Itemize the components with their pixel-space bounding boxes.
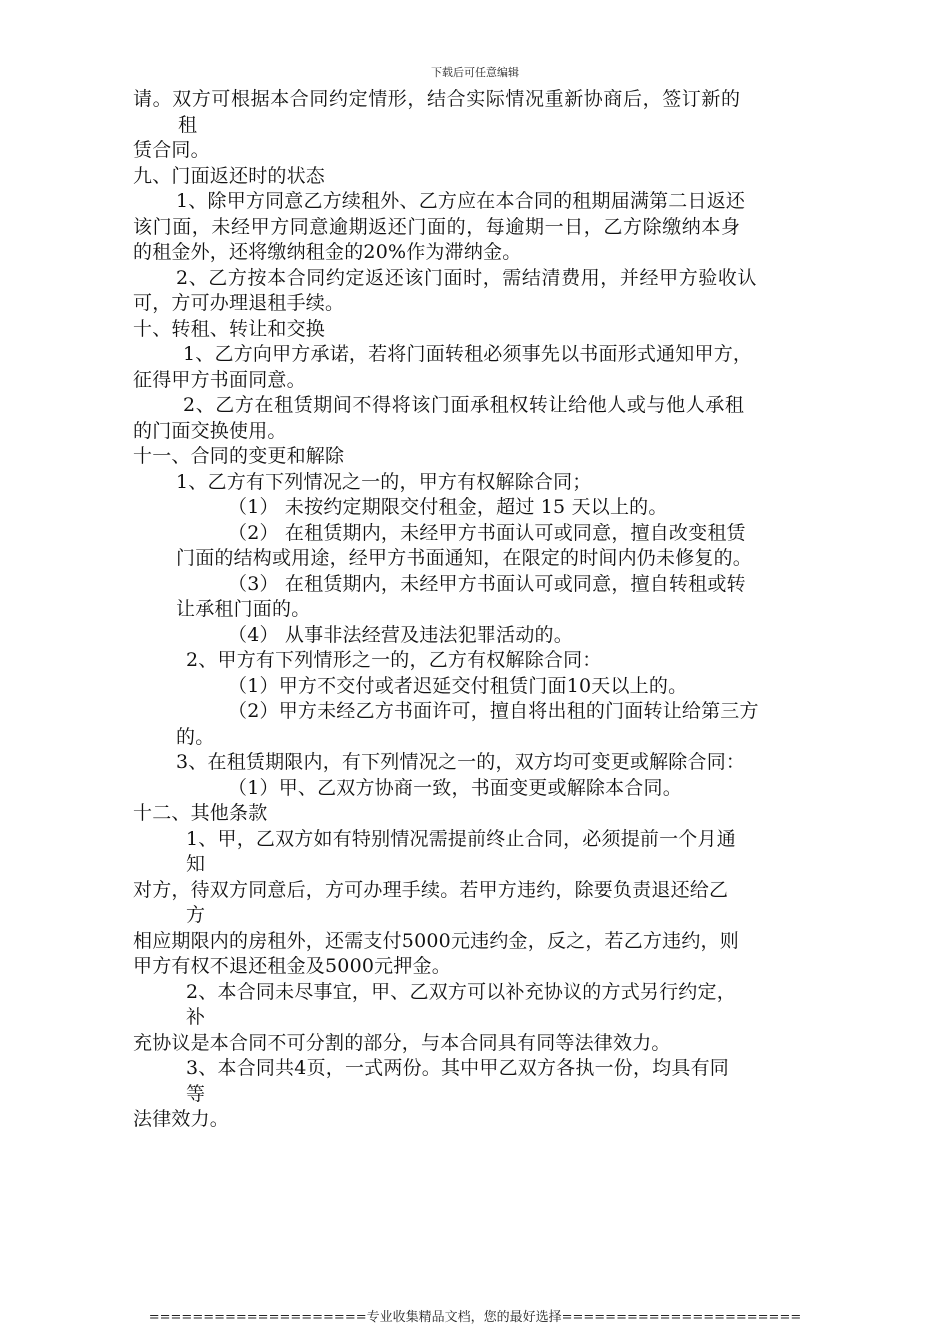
paragraph-line: 知: [186, 853, 206, 875]
page-header-note: 下载后可任意编辑: [431, 66, 519, 79]
list-item: （4） 从事非法经营及违法犯罪活动的。: [228, 624, 573, 646]
paragraph-line: 等: [186, 1083, 206, 1105]
paragraph-line: 可，方可办理退租手续。: [133, 292, 345, 314]
list-item: （3） 在租赁期内，未经甲方书面认可或同意，擅自转租或转: [228, 573, 746, 595]
paragraph-line: 3、本合同共4页，一式两份。其中甲乙双方各执一份，均具有同: [186, 1057, 729, 1079]
section-heading-10: 十、转租、转让和交换: [133, 318, 326, 340]
paragraph-line: 赁合同。: [133, 139, 210, 161]
paragraph-line: 2、乙方在租赁期间不得将该门面承租权转让给他人或与他人承租: [183, 394, 745, 416]
paragraph-line: 1、乙方向甲方承诺，若将门面转租必须事先以书面形式通知甲方，: [183, 343, 753, 365]
paragraph-line: 2、甲方有下列情形之一的，乙方有权解除合同：: [186, 649, 602, 671]
paragraph-line: 1、甲，乙双方如有特别情况需提前终止合同，必须提前一个月通: [186, 828, 736, 850]
page-footer-banner: ====================专业收集精品文档，您的最好选择======================: [148, 1310, 802, 1325]
paragraph-line: 该门面，未经甲方同意逾期返还门面的，每逾期一日，乙方除缴纳本身: [133, 216, 741, 238]
paragraph-line: 对方，待双方同意后，方可办理手续。若甲方违约，除要负责退还给乙: [133, 879, 729, 901]
list-item: （1）甲方不交付或者迟延交付租赁门面10天以上的。: [228, 675, 688, 697]
paragraph-line: 的租金外，还将缴纳租金的20%作为滞纳金。: [133, 241, 522, 263]
list-item: （1）甲、乙双方协商一致，书面变更或解除本合同。: [228, 777, 682, 799]
paragraph-line: 租: [178, 114, 198, 136]
section-heading-12: 十二、其他条款: [133, 802, 268, 824]
list-item: （2）甲方未经乙方书面许可，擅自将出租的门面转让给第三方: [228, 700, 759, 722]
paragraph-line: 1、乙方有下列情况之一的，甲方有权解除合同；: [176, 471, 592, 493]
paragraph-line: 2、乙方按本合同约定返还该门面时，需结清费用，并经甲方验收认: [176, 267, 758, 289]
paragraph-line: 补: [186, 1006, 206, 1028]
paragraph-line: 甲方有权不退还租金及5000元押金。: [133, 955, 451, 977]
paragraph-line: 法律效力。: [133, 1108, 230, 1130]
paragraph-line: 3、在租赁期限内，有下列情况之一的，双方均可变更或解除合同：: [176, 751, 746, 773]
paragraph-line: 请。双方可根据本合同约定情形，结合实际情况重新协商后，签订新的: [133, 88, 741, 110]
paragraph-line: 的。: [176, 726, 215, 748]
paragraph-line: 让承租门面的。: [176, 598, 311, 620]
paragraph-line: 2、本合同未尽事宜，甲、乙双方可以补充协议的方式另行约定，: [186, 981, 736, 1003]
section-heading-9: 九、门面返还时的状态: [133, 165, 326, 187]
paragraph-line: 门面的结构或用途，经甲方书面通知，在限定的时间内仍未修复的。: [176, 547, 753, 569]
paragraph-line: 征得甲方书面同意。: [133, 369, 306, 391]
paragraph-line: 1、除甲方同意乙方续租外、乙方应在本合同的租期届满第二日返还: [176, 190, 746, 212]
paragraph-line: 相应期限内的房租外，还需支付5000元违约金，反之，若乙方违约，则: [133, 930, 739, 952]
paragraph-line: 充协议是本合同不可分割的部分，与本合同具有同等法律效力。: [133, 1032, 671, 1054]
section-heading-11: 十一、合同的变更和解除: [133, 445, 345, 467]
paragraph-line: 方: [186, 904, 206, 926]
list-item: （2） 在租赁期内，未经甲方书面认可或同意，擅自改变租赁: [228, 522, 746, 544]
list-item: （1） 未按约定期限交付租金，超过 15 天以上的。: [228, 496, 668, 518]
paragraph-line: 的门面交换使用。: [133, 420, 287, 442]
